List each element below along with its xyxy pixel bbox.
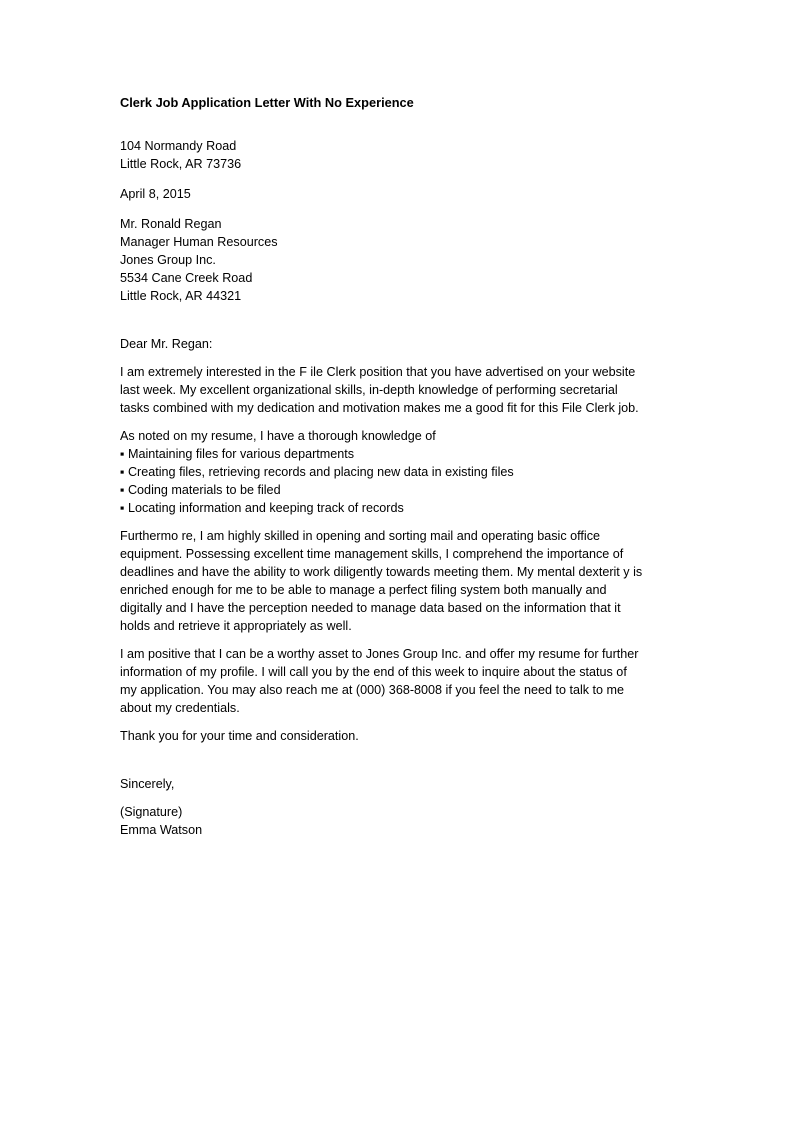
paragraph-line: As noted on my resume, I have a thorough knowledge of (120, 429, 436, 443)
closing-text: Sincerely, (120, 777, 175, 791)
thanks-text: Thank you for your time and consideration. (120, 729, 359, 743)
paragraph-line: digitally and I have the perception needed to manage data based on the information that it (120, 601, 621, 615)
knowledge-list (120, 445, 680, 517)
recipient-city: Little Rock, AR 44321 (120, 289, 242, 303)
paragraph-knowledge-intro (120, 427, 680, 445)
date-text: April 8, 2015 (120, 187, 191, 201)
recipient-address (120, 215, 680, 305)
thanks-line (120, 727, 680, 745)
recipient-street: 5534 Cane Creek Road (120, 271, 253, 285)
letter-body (120, 94, 680, 839)
paragraph-line: I am positive that I can be a worthy asset to Jones Group Inc. and offer my resume for further (120, 647, 639, 661)
recipient-position: Manager Human Resources (120, 235, 278, 249)
signature-block (120, 803, 680, 839)
letter-title: Clerk Job Application Letter With No Experience (120, 95, 414, 110)
paragraph-line: my application. You may also reach me at (000) 368-8008 if you feel the need to talk to me (120, 683, 625, 697)
paragraph-line: equipment. Possessing excellent time management skills, I comprehend the importance of (120, 547, 624, 561)
sender-address (120, 137, 680, 173)
list-item: ▪ Creating files, retrieving records and placing new data in existing files (120, 465, 514, 479)
sender-street: 104 Normandy Road (120, 139, 237, 153)
signature-placeholder: (Signature) (120, 805, 183, 819)
paragraph-line: about my credentials. (120, 701, 240, 715)
paragraph-line: deadlines and have the ability to work diligently towards meeting them. My mental dexterit y is (120, 565, 643, 579)
paragraph-line: last week. My excellent organizational skills, in-depth knowledge of performing secretarial (120, 383, 618, 397)
closing (120, 775, 680, 793)
list-item: ▪ Coding materials to be filed (120, 483, 281, 497)
paragraph-skills (120, 527, 680, 635)
list-item: ▪ Maintaining files for various departments (120, 447, 355, 461)
paragraph-line: holds and retrieve it appropriately as well. (120, 619, 352, 633)
paragraph-line: information of my profile. I will call you by the end of this week to inquire about the status of (120, 665, 627, 679)
paragraph-line: Furthermo re, I am highly skilled in opening and sorting mail and operating basic office (120, 529, 600, 543)
list-item: ▪ Locating information and keeping track of records (120, 501, 404, 515)
recipient-name: Mr. Ronald Regan (120, 217, 222, 231)
letter-date (120, 185, 680, 203)
paragraph-line: tasks combined with my dedication and motivation makes me a good fit for this File Clerk job. (120, 401, 639, 415)
paragraph-followup (120, 645, 680, 717)
paragraph-interest (120, 363, 680, 417)
paragraph-line: enriched enough for me to be able to manage a perfect filing system both manually and (120, 583, 607, 597)
recipient-company: Jones Group Inc. (120, 253, 216, 267)
sender-city: Little Rock, AR 73736 (120, 157, 242, 171)
paragraph-line: I am extremely interested in the F ile Clerk position that you have advertised on your website (120, 365, 636, 379)
salutation-text: Dear Mr. Regan: (120, 337, 213, 351)
salutation (120, 335, 680, 353)
signer-name: Emma Watson (120, 823, 203, 837)
